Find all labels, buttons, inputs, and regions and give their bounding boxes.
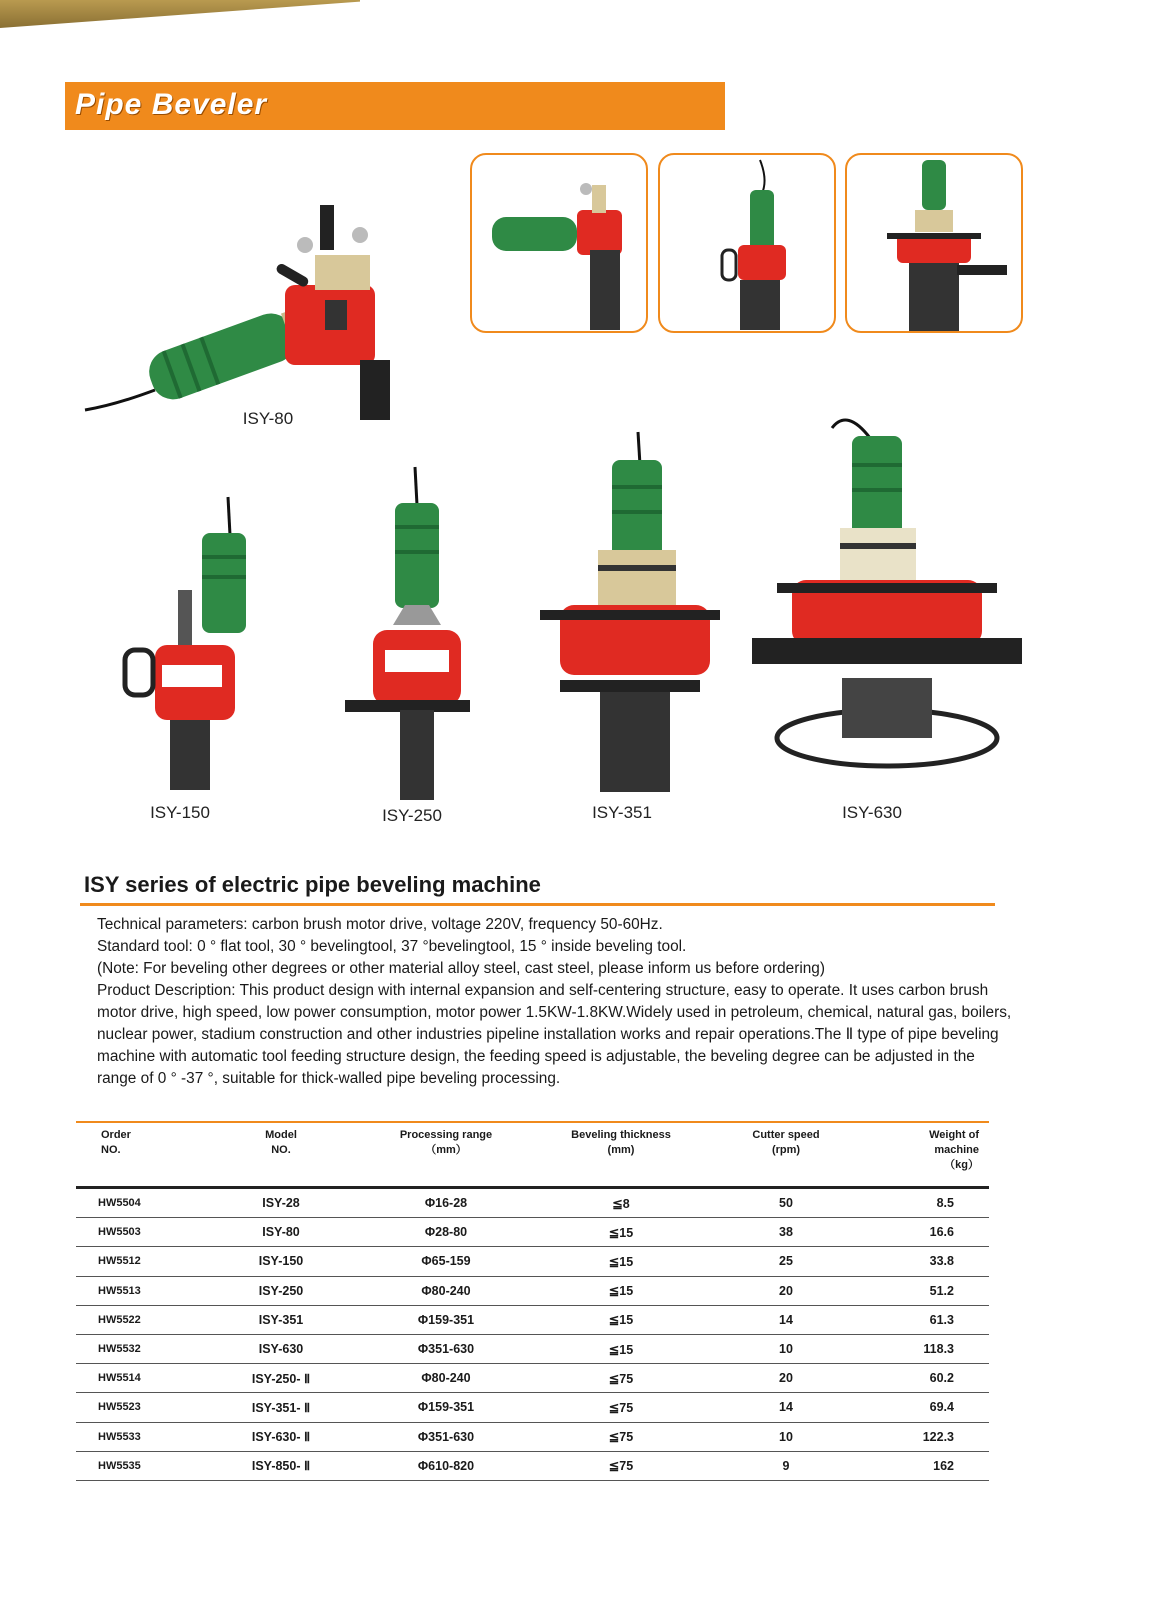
description-paragraph: Technical parameters: carbon brush motor drive, voltage 220V, frequency 50-60Hz.: [97, 916, 663, 933]
table-cell: ISY-351: [226, 1305, 336, 1334]
description-block: [97, 914, 1017, 1090]
table-cell: 51.2: [886, 1276, 989, 1305]
table-cell: ISY-80: [226, 1218, 336, 1247]
table-cell: ISY-28: [226, 1188, 336, 1218]
table-cell: ≦15: [556, 1218, 686, 1247]
table-cell: Φ159-351: [336, 1305, 556, 1334]
table-cell: 122.3: [886, 1422, 989, 1451]
isy-250-machine-image: [345, 465, 485, 805]
table-cell: ≦75: [556, 1422, 686, 1451]
page-title: Pipe Beveler: [75, 88, 268, 121]
table-cell: ≦15: [556, 1305, 686, 1334]
table-cell: ≦15: [556, 1334, 686, 1363]
table-cell: ≦75: [556, 1451, 686, 1480]
table-row: [76, 1364, 989, 1393]
table-cell: ≦15: [556, 1247, 686, 1276]
description-paragraph: Standard tool: 0 ° flat tool, 30 ° bevelingtool, 37 °bevelingtool, 15 ° inside beveling tool.: [97, 938, 687, 955]
table-row: [76, 1276, 989, 1305]
title-banner: [65, 82, 725, 130]
table-row: [76, 1188, 989, 1218]
table-top-divider: [76, 1121, 989, 1123]
table-cell: Φ80-240: [336, 1276, 556, 1305]
table-cell: ≦8: [556, 1188, 686, 1218]
machine-photo-horizontal: [472, 155, 646, 331]
table-cell: HW5535: [76, 1451, 226, 1480]
table-cell: 162: [886, 1451, 989, 1480]
table-cell: 61.3: [886, 1305, 989, 1334]
table-row: [76, 1422, 989, 1451]
table-cell: 69.4: [886, 1393, 989, 1422]
table-cell: HW5513: [76, 1276, 226, 1305]
header-order-no: Order NO.: [101, 1129, 131, 1156]
machine-photo-mounted: [847, 155, 1021, 331]
table-cell: Φ610-820: [336, 1451, 556, 1480]
table-cell: 9: [686, 1451, 886, 1480]
table-cell: Φ28-80: [336, 1218, 556, 1247]
table-cell: 10: [686, 1334, 886, 1363]
table-cell: ISY-630: [226, 1334, 336, 1363]
table-cell: 60.2: [886, 1364, 989, 1393]
photo-frame-vertical: [658, 153, 836, 333]
table-cell: HW5504: [76, 1188, 226, 1218]
table-cell: 20: [686, 1364, 886, 1393]
header-model-no: Model NO.: [265, 1129, 297, 1156]
header-processing-range: Processing range （mm）: [399, 1129, 493, 1156]
table-cell: 14: [686, 1393, 886, 1422]
isy-630-machine-image: [752, 408, 1022, 798]
table-cell: HW5514: [76, 1364, 226, 1393]
table-cell: 8.5: [886, 1188, 989, 1218]
section-divider: [80, 903, 995, 906]
spec-table-body: [76, 1188, 989, 1481]
table-cell: HW5523: [76, 1393, 226, 1422]
machine-label-isy-351: ISY-351: [592, 803, 652, 822]
table-cell: 33.8: [886, 1247, 989, 1276]
table-cell: HW5503: [76, 1218, 226, 1247]
table-cell: ≦75: [556, 1364, 686, 1393]
table-cell: ≦15: [556, 1276, 686, 1305]
decorative-gold-strip: [0, 0, 360, 28]
section-title: ISY series of electric pipe beveling machine: [84, 872, 541, 897]
table-cell: 10: [686, 1422, 886, 1451]
table-cell: ISY-351- Ⅱ: [226, 1393, 336, 1422]
table-cell: 50: [686, 1188, 886, 1218]
table-row: [76, 1247, 989, 1276]
table-cell: HW5532: [76, 1334, 226, 1363]
isy-351-machine-image: [540, 430, 720, 800]
photo-frame-mounted: [845, 153, 1023, 333]
table-cell: ISY-850- Ⅱ: [226, 1451, 336, 1480]
table-row: [76, 1305, 989, 1334]
isy-80-machine-image: [75, 190, 435, 440]
table-cell: HW5522: [76, 1305, 226, 1334]
table-cell: Φ351-630: [336, 1334, 556, 1363]
table-cell: 14: [686, 1305, 886, 1334]
machine-label-isy-630: ISY-630: [842, 803, 902, 822]
machine-label-isy-250: ISY-250: [382, 806, 442, 825]
table-cell: ISY-250- Ⅱ: [226, 1364, 336, 1393]
table-cell: ISY-250: [226, 1276, 336, 1305]
table-row: [76, 1393, 989, 1422]
table-cell: 118.3: [886, 1334, 989, 1363]
description-paragraph: Product Description: This product design with internal expansion and self-centering structure, easy to operate. It uses carbon brush motor drive, high speed, low power consumption, motor power 1.5KW-1.8KW.Widely used in petroleum, chemical, natural gas, boilers, nuclear power, stadium construction and other industries pipeline installation works and repair operations.The Ⅱ type of pipe beveling machine with automatic tool feeding structure design, the feeding speed is adjustable, the beveling degree can be adjusted in the range of 0 ° -37 °, suitable for thick-walled pipe beveling processing.: [97, 982, 1012, 1087]
table-cell: Φ80-240: [336, 1364, 556, 1393]
machine-label-isy-80: ISY-80: [242, 409, 294, 428]
machine-photo-vertical: [660, 155, 834, 331]
header-weight: Weight of machine （kg）: [929, 1129, 979, 1171]
table-header-row: [76, 1126, 989, 1188]
table-cell: 25: [686, 1247, 886, 1276]
machine-label-isy-150: ISY-150: [150, 803, 210, 822]
table-cell: 16.6: [886, 1218, 989, 1247]
table-cell: 20: [686, 1276, 886, 1305]
table-row: [76, 1218, 989, 1247]
table-cell: Φ16-28: [336, 1188, 556, 1218]
header-beveling-thickness: Beveling thickness (mm): [571, 1129, 671, 1156]
table-cell: ISY-150: [226, 1247, 336, 1276]
table-row: [76, 1451, 989, 1480]
description-paragraph: (Note: For beveling other degrees or other material alloy steel, cast steel, please inform us before ordering): [97, 960, 825, 977]
photo-frame-horizontal: [470, 153, 648, 333]
table-cell: Φ65-159: [336, 1247, 556, 1276]
table-cell: HW5533: [76, 1422, 226, 1451]
table-cell: 38: [686, 1218, 886, 1247]
table-cell: HW5512: [76, 1247, 226, 1276]
isy-150-machine-image: [120, 495, 260, 795]
table-row: [76, 1334, 989, 1363]
table-cell: Φ351-630: [336, 1422, 556, 1451]
table-cell: Φ159-351: [336, 1393, 556, 1422]
table-cell: ≦75: [556, 1393, 686, 1422]
header-cutter-speed: Cutter speed (rpm): [752, 1129, 820, 1156]
table-cell: ISY-630- Ⅱ: [226, 1422, 336, 1451]
spec-table: [76, 1126, 989, 1481]
